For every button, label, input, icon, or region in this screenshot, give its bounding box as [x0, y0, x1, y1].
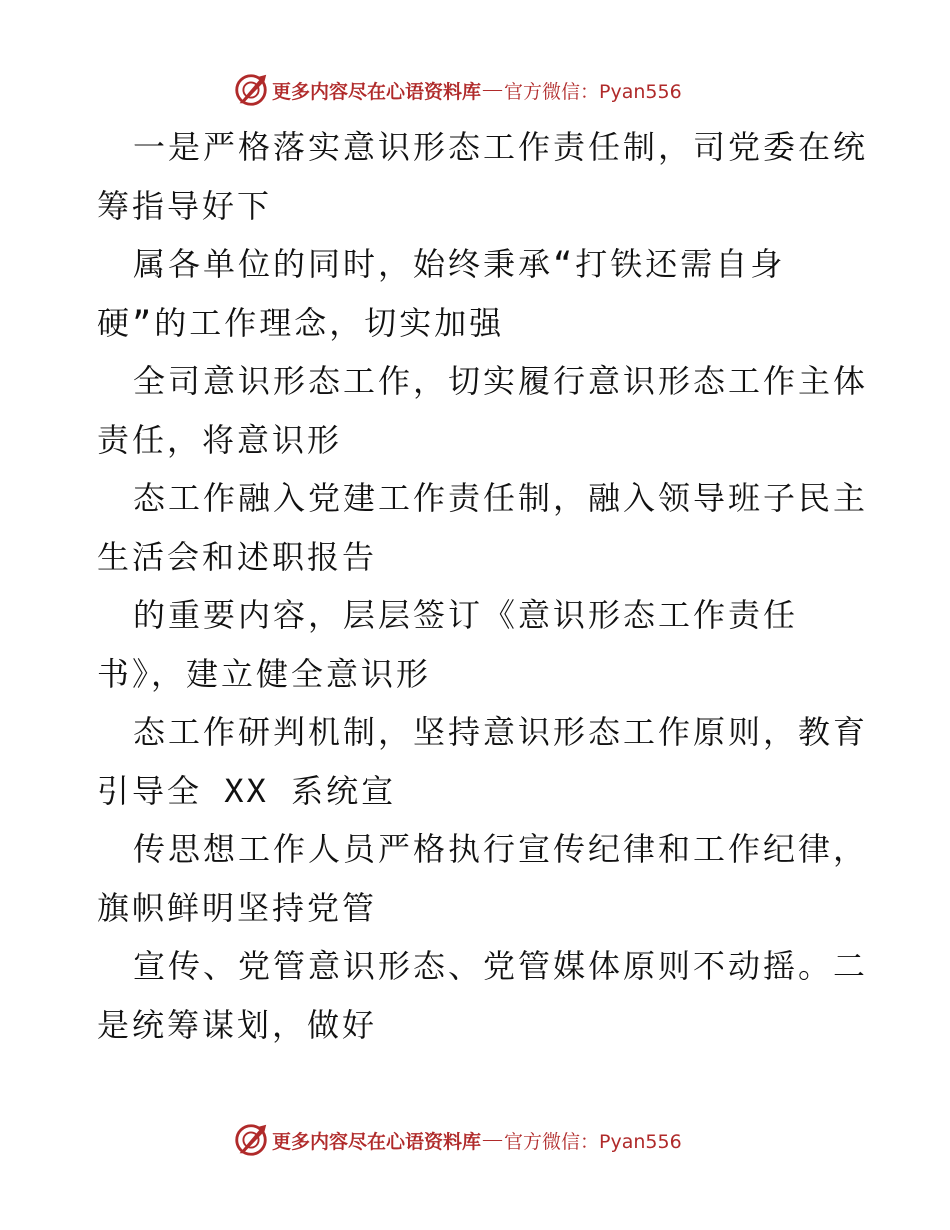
paragraph-line: 态工作研判机制，坚持意识形态工作原则，教育: [133, 713, 869, 751]
body-text: [97, 118, 867, 1054]
banner-title: 更多内容尽在心语资料库: [272, 1130, 482, 1153]
paragraph-line: 的重要内容，层层签订《意识形态工作责任: [133, 596, 799, 634]
paragraph-line: 宣传、党管意识形态、党管媒体原则不动摇。二: [133, 947, 869, 985]
paragraph-line: 责任，将意识形: [97, 420, 343, 459]
footer-banner: [232, 1120, 682, 1160]
banner-separator: —: [483, 79, 503, 100]
paragraph-line: 是统筹谋划，做好: [97, 1005, 378, 1044]
paragraph-line: 全司意识形态工作，切实履行意识形态工作主体: [133, 362, 869, 400]
paragraph-line: 硬”的工作理念，切实加强: [97, 303, 505, 342]
banner-title: 更多内容尽在心语资料库: [272, 80, 482, 103]
paragraph-line: 态工作融入党建工作责任制，融入领导班子民主: [133, 479, 869, 517]
paragraph-line: 引导全 XX 系统宣: [97, 771, 397, 810]
paragraph-line: 生活会和述职报告: [97, 537, 378, 576]
paragraph-line: 一是严格落实意识形态工作责任制，司党委在统: [133, 128, 869, 166]
paragraph-line: 传思想工作人员严格执行宣传纪律和工作纪律，: [133, 830, 869, 868]
paragraph-line: 属各单位的同时，始终秉承“打铁还需自身: [133, 245, 786, 283]
banner-wechat: 官方微信：Pyan556: [504, 1130, 682, 1153]
paragraph-line: 筹指导好下: [97, 186, 273, 225]
quill-logo-icon: [232, 71, 270, 109]
banner-wechat: 官方微信：Pyan556: [504, 80, 682, 103]
banner-separator: —: [483, 1129, 503, 1150]
header-banner: [232, 70, 682, 110]
paragraph-line: 旗帜鲜明坚持党管: [97, 888, 378, 927]
paragraph-line: 书》，建立健全意识形: [97, 654, 432, 693]
quill-logo-icon: [232, 1121, 270, 1159]
